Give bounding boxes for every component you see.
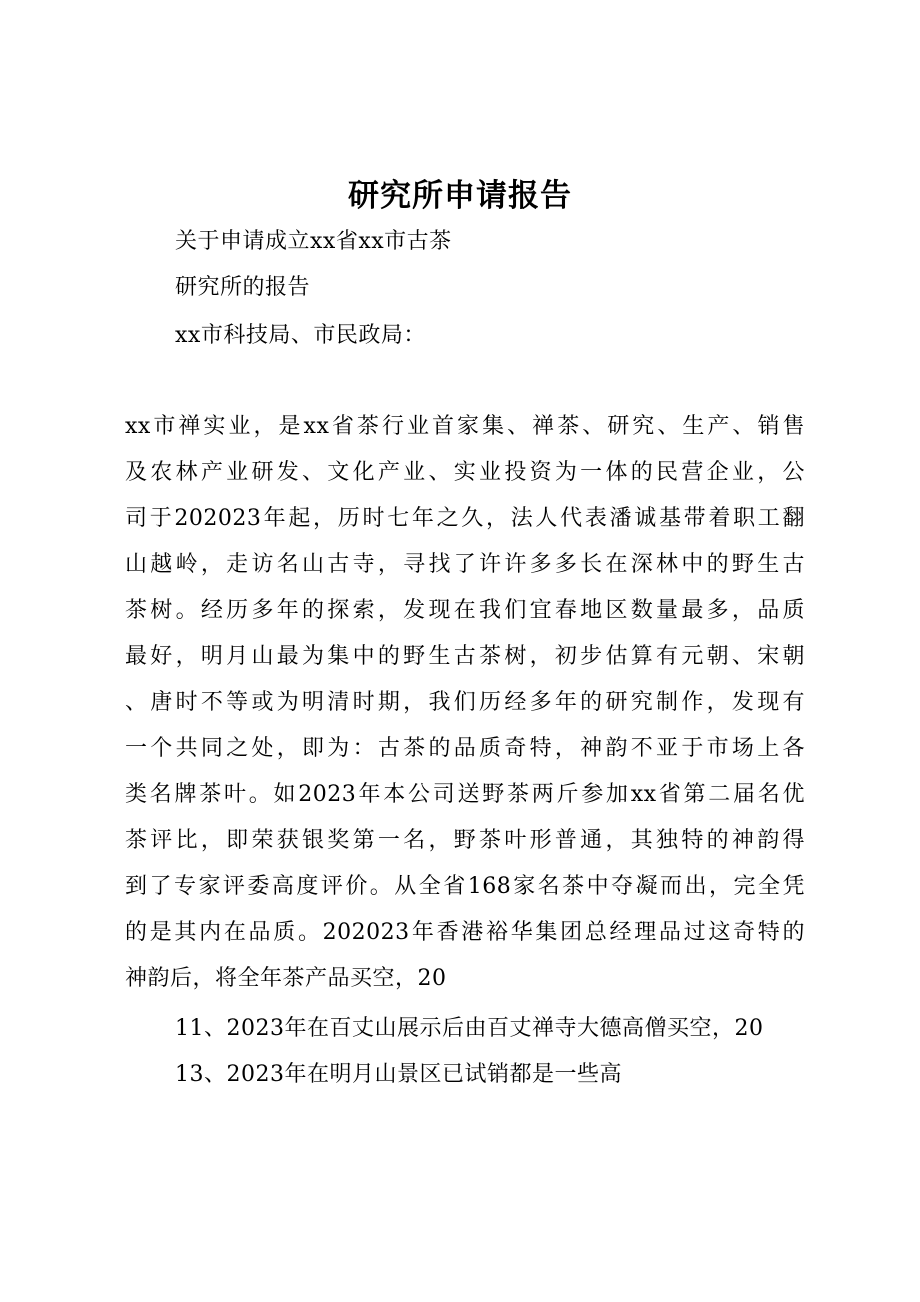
body-line: 司于202023年起，历时七年之久，法人代表潘诚基带着职工翻 — [125, 506, 805, 531]
addressee-line: xx市科技局、市民政局： — [175, 323, 426, 348]
item-line-1: 11、2023年在百丈山展示后由百丈禅寺大德高僧买空，20 — [175, 1016, 764, 1041]
body-line: 茶评比，即荣获银奖第一名，野茶叶形普通，其独特的神韵得 — [125, 828, 805, 853]
body-line: 最好，明月山最为集中的野生古茶树，初步估算有元朝、宋朝 — [125, 644, 805, 669]
item-line-2: 13、2023年在明月山景区已试销都是一些高 — [175, 1062, 622, 1087]
body-line: 山越岭，走访名山古寺，寻找了许许多多长在深林中的野生古 — [125, 552, 805, 577]
body-line: 的是其内在品质。202023年香港裕华集团总经理品过这奇特的 — [125, 920, 805, 945]
body-line: 、唐时不等或为明清时期，我们历经多年的研究制作，发现有 — [125, 690, 805, 715]
body-line: 类名牌茶叶。如2023年本公司送野茶两斤参加xx省第二届名优 — [125, 782, 805, 807]
body-line: 一个共同之处，即为：古茶的品质奇特，神韵不亚于市场上各 — [125, 736, 805, 761]
body-line: 茶树。经历多年的探索，发现在我们宜春地区数量最多，品质 — [125, 598, 805, 623]
subject-line-1: 关于申请成立xx省xx市古茶 — [175, 229, 452, 254]
body-line: 及农林产业研发、文化产业、实业投资为一体的民营企业，公 — [125, 460, 805, 485]
body-line: 到了专家评委高度评价。从全省168家名茶中夺凝而出，完全凭 — [125, 874, 805, 899]
document-title: 研究所申请报告 — [348, 178, 572, 214]
body-line: xx市禅实业，是xx省茶行业首家集、禅茶、研究、生产、销售 — [125, 414, 805, 439]
body-line: 神韵后，将全年茶产品买空，20 — [125, 966, 447, 991]
subject-line-2: 研究所的报告 — [175, 275, 311, 300]
